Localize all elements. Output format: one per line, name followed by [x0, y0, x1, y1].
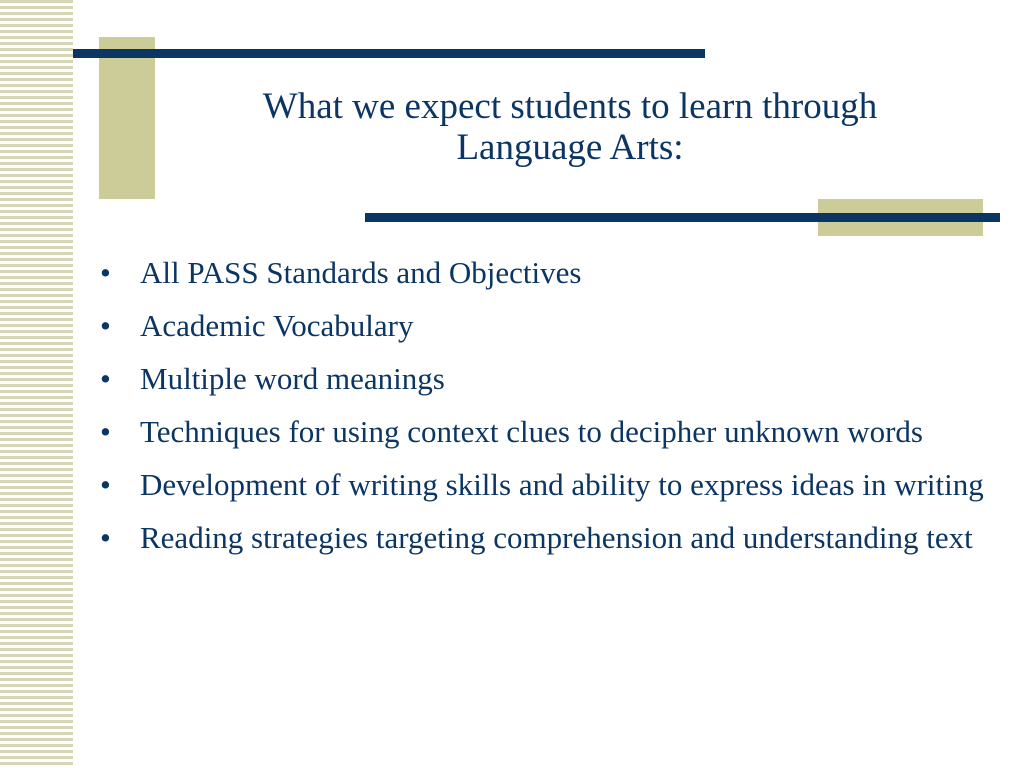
- bottom-rule-line: [365, 213, 1000, 222]
- bullet-text: Academic Vocabulary: [140, 308, 414, 343]
- bullet-marker: •: [100, 255, 111, 290]
- bullet-marker: •: [100, 520, 111, 555]
- bullet-text: Techniques for using context clues to decipher unknown words: [140, 414, 923, 449]
- bullet-text: All PASS Standards and Objectives: [140, 255, 582, 290]
- top-rule-line: [73, 49, 705, 58]
- bullet-item: [100, 254, 1000, 291]
- slide-title: [145, 86, 995, 168]
- bullet-text: Reading strategies targeting comprehension and understanding text: [140, 520, 973, 555]
- bullet-item: [100, 519, 1000, 556]
- bullet-marker: •: [100, 414, 111, 449]
- bullet-text: Multiple word meanings: [140, 361, 445, 396]
- bullet-list: [100, 254, 1000, 572]
- bullet-item: [100, 413, 1000, 450]
- title-line-2: Language Arts:: [456, 127, 684, 168]
- bullet-item: [100, 466, 1000, 503]
- bullet-marker: •: [100, 308, 111, 343]
- title-line-1: What we expect students to learn through: [262, 86, 878, 127]
- bullet-item: [100, 360, 1000, 397]
- bullet-text: Development of writing skills and ability to express ideas in writing: [140, 467, 984, 502]
- bullet-marker: •: [100, 361, 111, 396]
- bullet-marker: •: [100, 467, 111, 502]
- bullet-item: [100, 307, 1000, 344]
- left-stripe-decoration: [0, 0, 73, 768]
